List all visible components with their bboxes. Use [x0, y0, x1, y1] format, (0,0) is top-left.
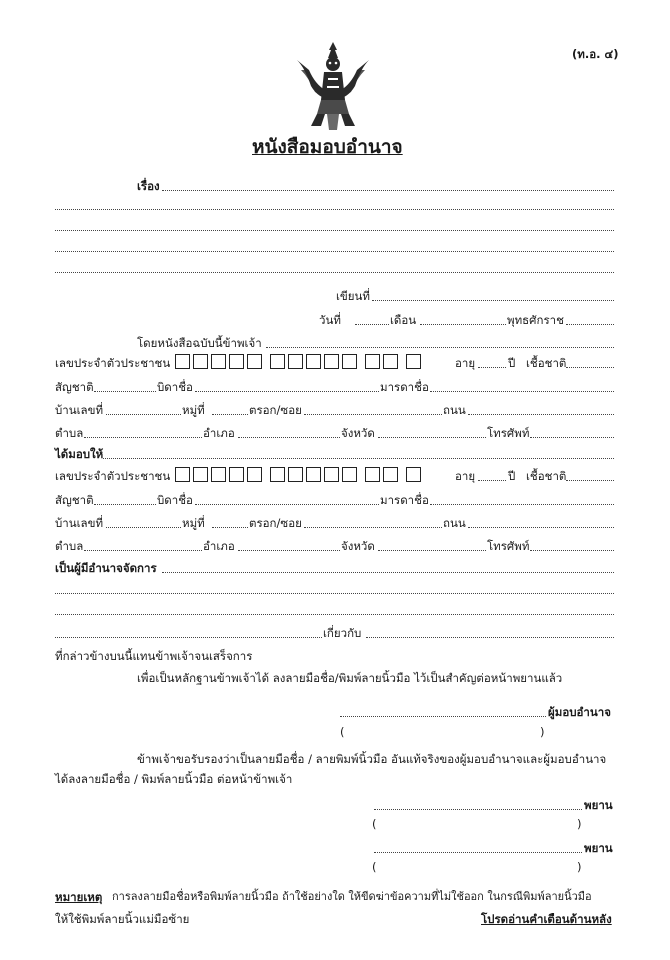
subdistrict-label: ตำบล: [55, 539, 84, 553]
ethnicity-label: เชื้อชาติ: [526, 469, 567, 483]
id-digit-box[interactable]: [383, 467, 398, 482]
road-label: ถนน: [443, 516, 466, 530]
id-digit-box[interactable]: [324, 467, 339, 482]
province-line[interactable]: [378, 550, 486, 551]
closing-text-1: ที่กล่าวข้างบนนี้แทนข้าพเจ้าจนเสร็จการ: [55, 649, 253, 663]
id-digit-box[interactable]: [324, 354, 339, 369]
authority-line[interactable]: [55, 637, 322, 638]
written-at-line[interactable]: [372, 300, 614, 301]
alley-line[interactable]: [304, 527, 442, 528]
subject-line[interactable]: [55, 209, 614, 210]
certification-text-2: ได้ลงลายมือชื่อ / พิมพ์ลายนิ้วมือ ต่อหน้าข้าพเจ้า: [55, 772, 293, 786]
year-unit: ปี: [508, 356, 516, 370]
id-digit-box[interactable]: [383, 354, 398, 369]
paren-open: (: [372, 817, 377, 831]
authority-line[interactable]: [55, 614, 614, 615]
father-label: บิดาชื่อ: [157, 493, 193, 507]
id-label: เลขประจำตัวประชาชน: [55, 356, 171, 370]
day-line[interactable]: [355, 324, 389, 325]
id-digit-box[interactable]: [306, 467, 321, 482]
witness-signature-line[interactable]: [374, 852, 582, 853]
road-label: ถนน: [443, 403, 466, 417]
village-label: หมู่ที่: [182, 403, 205, 417]
authority-line[interactable]: [162, 572, 614, 573]
id-digit-box[interactable]: [365, 354, 380, 369]
grantor-name-line[interactable]: [266, 347, 614, 348]
id-digit-box[interactable]: [175, 354, 190, 369]
nationality-label: สัญชาติ: [55, 380, 94, 394]
id-digit-box[interactable]: [229, 354, 244, 369]
day-label: วันที่: [319, 313, 341, 327]
concerning-line[interactable]: [366, 637, 614, 638]
document-title: หนังสือมอบอำนาจ: [252, 136, 403, 158]
intro-text: โดยหนังสือฉบับนี้ข้าพเจ้า: [137, 336, 262, 350]
id-label: เลขประจำตัวประชาชน: [55, 469, 171, 483]
house-no-line[interactable]: [106, 414, 181, 415]
id-digit-box[interactable]: [288, 467, 303, 482]
month-line[interactable]: [420, 324, 506, 325]
province-label: จังหวัด: [341, 539, 375, 553]
district-label: อำเภอ: [203, 539, 235, 553]
garuda-emblem: [291, 40, 375, 132]
alley-line[interactable]: [304, 414, 442, 415]
ethnicity-line[interactable]: [566, 367, 614, 368]
witness-label: พยาน: [584, 798, 613, 812]
id-digit-box[interactable]: [270, 354, 285, 369]
authority-line[interactable]: [55, 593, 614, 594]
subject-line[interactable]: [55, 230, 614, 231]
father-line[interactable]: [195, 391, 379, 392]
phone-label: โทรศัพท์: [487, 426, 530, 440]
paren-close: ): [577, 817, 582, 831]
paren-open: (: [340, 725, 345, 739]
mother-label: มารดาชื่อ: [380, 380, 429, 394]
form-code: (ท.อ. ๔): [572, 47, 619, 61]
subject-line[interactable]: [162, 190, 614, 191]
id-digit-box[interactable]: [175, 467, 190, 482]
authority-heading: เป็นผู้มีอำนาจจัดการ: [55, 561, 157, 575]
alley-label: ตรอก/ซอย: [249, 403, 302, 417]
ethnicity-line[interactable]: [566, 480, 614, 481]
age-label: อายุ: [455, 469, 476, 483]
age-label: อายุ: [455, 356, 476, 370]
alley-label: ตรอก/ซอย: [249, 516, 302, 530]
district-label: อำเภอ: [203, 426, 235, 440]
road-line[interactable]: [468, 414, 614, 415]
district-line[interactable]: [238, 550, 340, 551]
id-digit-box[interactable]: [342, 354, 357, 369]
id-digit-box[interactable]: [247, 354, 262, 369]
subject-line[interactable]: [55, 251, 614, 252]
id-digit-box[interactable]: [406, 354, 421, 369]
phone-label: โทรศัพท์: [487, 539, 530, 553]
id-digit-box[interactable]: [270, 467, 285, 482]
id-digit-box[interactable]: [306, 354, 321, 369]
concerning-label: เกี่ยวกับ: [323, 626, 362, 640]
province-line[interactable]: [378, 437, 486, 438]
paren-close: ): [540, 725, 545, 739]
grantee-name-line[interactable]: [103, 458, 614, 459]
id-digit-box[interactable]: [211, 354, 226, 369]
subdistrict-label: ตำบล: [55, 426, 84, 440]
subject-label: เรื่อง: [137, 179, 160, 193]
id-digit-box[interactable]: [193, 354, 208, 369]
road-line[interactable]: [468, 527, 614, 528]
mother-line[interactable]: [430, 391, 614, 392]
father-line[interactable]: [195, 504, 379, 505]
ethnicity-label: เชื้อชาติ: [526, 356, 567, 370]
village-line[interactable]: [212, 527, 248, 528]
note-text-2: ให้ใช้พิมพ์ลายนิ้วแม่มือซ้าย: [55, 912, 190, 926]
nationality-label: สัญชาติ: [55, 493, 94, 507]
father-label: บิดาชื่อ: [157, 380, 193, 394]
nationality-line[interactable]: [94, 504, 156, 505]
closing-text-2: เพื่อเป็นหลักฐานข้าพเจ้าได้ ลงลายมือชื่อ/พิมพ์ลายนิ้วมือ ไว้เป็นสำคัญต่อหน้าพยานแล้ว: [137, 671, 563, 685]
note-text-1: การลงลายมือชื่อหรือพิมพ์ลายนิ้วมือ ถ้าใช้อย่างใด ให้ขีดฆ่าข้อความที่ไม่ใช้ออก ในกรณีพิมพ์ลายนิ้วมือ: [112, 890, 592, 903]
mother-label: มารดาชื่อ: [380, 493, 429, 507]
id-digit-box[interactable]: [211, 467, 226, 482]
village-label: หมู่ที่: [182, 516, 205, 530]
id-digit-box[interactable]: [406, 467, 421, 482]
id-digit-box[interactable]: [229, 467, 244, 482]
year-unit: ปี: [508, 469, 516, 483]
month-label: เดือน: [390, 313, 417, 327]
id-digit-box[interactable]: [365, 467, 380, 482]
province-label: จังหวัด: [341, 426, 375, 440]
nationality-line[interactable]: [94, 391, 156, 392]
subdistrict-line[interactable]: [84, 550, 202, 551]
age-line[interactable]: [478, 480, 506, 481]
witness-signature-line[interactable]: [374, 809, 582, 810]
mother-line[interactable]: [430, 504, 614, 505]
year-line[interactable]: [566, 324, 614, 325]
house-no-label: บ้านเลขที่: [55, 403, 104, 417]
year-label: พุทธศักราช: [507, 313, 564, 327]
house-no-label: บ้านเลขที่: [55, 516, 104, 530]
witness-label: พยาน: [584, 841, 613, 855]
grantee-heading: ได้มอบให้: [55, 447, 104, 461]
village-line[interactable]: [212, 414, 248, 415]
paren-open: (: [372, 860, 377, 874]
id-digit-box[interactable]: [288, 354, 303, 369]
paren-close: ): [577, 860, 582, 874]
id-digit-box[interactable]: [193, 467, 208, 482]
id-digit-box[interactable]: [342, 467, 357, 482]
written-at-label: เขียนที่: [336, 289, 370, 303]
phone-line[interactable]: [530, 550, 614, 551]
note-label: หมายเหตุ: [55, 890, 103, 904]
certification-text-1: ข้าพเจ้าขอรับรองว่าเป็นลายมือชื่อ / ลายพิมพ์นิ้วมือ อันแท้จริงของผู้มอบอำนาจและผู้มอบอำนาจ: [137, 752, 607, 766]
subdistrict-line[interactable]: [84, 437, 202, 438]
id-digit-box[interactable]: [247, 467, 262, 482]
district-line[interactable]: [238, 437, 340, 438]
age-line[interactable]: [478, 367, 506, 368]
phone-line[interactable]: [530, 437, 614, 438]
grantor-signature-label: ผู้มอบอำนาจ: [548, 705, 611, 719]
subject-line[interactable]: [55, 272, 614, 273]
house-no-line[interactable]: [106, 527, 181, 528]
back-warning: โปรดอ่านคำเตือนด้านหลัง: [481, 912, 612, 926]
grantor-signature-line[interactable]: [340, 716, 546, 717]
